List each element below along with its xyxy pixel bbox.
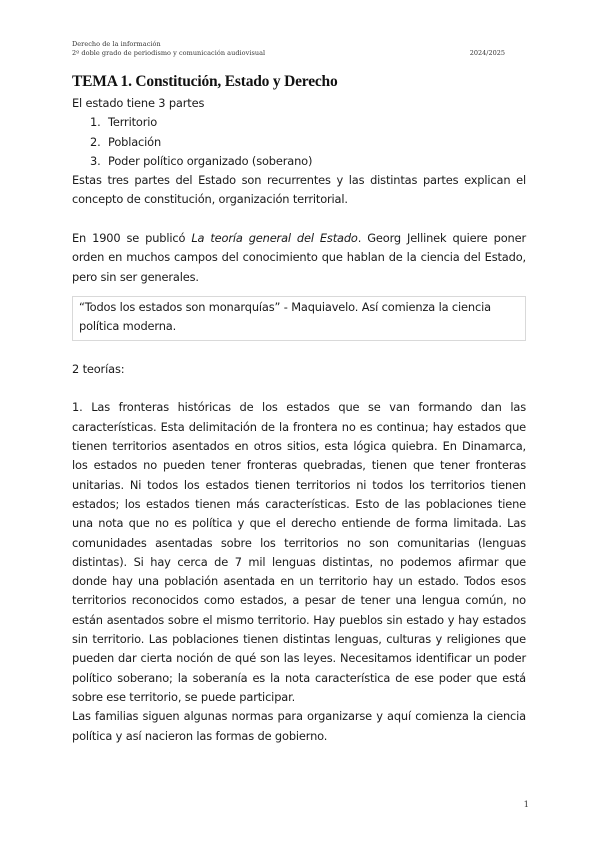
spacer <box>72 379 526 398</box>
intro-paragraph: El estado tiene 3 partes <box>72 96 205 110</box>
header-program: 2º doble grado de periodismo y comunicación audiovisual <box>72 49 266 57</box>
list-item-label: Poder político organizado (soberano) <box>108 153 313 168</box>
document-body <box>72 73 526 746</box>
book-title: La teoría general del Estado <box>191 231 358 246</box>
parts-paragraph: Estas tres partes del Estado son recurrentes y las distintas partes explican el concepto de constitución, organización territorial. <box>72 173 526 207</box>
spacer <box>72 210 526 229</box>
list-item <box>90 113 526 132</box>
quote-box <box>72 296 526 341</box>
header-course: Derecho de la información <box>72 40 161 48</box>
list-number: 3. <box>90 153 101 168</box>
jellinek-paragraph <box>72 229 526 287</box>
page-title: TEMA 1. Constitución, Estado y Derecho <box>72 73 338 90</box>
list-item <box>90 152 526 171</box>
header-year: 2024/2025 <box>469 49 505 57</box>
spacer <box>72 341 526 360</box>
jellinek-text-before: En 1900 se publicó <box>72 231 192 246</box>
list-item-label: Población <box>108 134 162 149</box>
page-number: 1 <box>523 800 529 810</box>
jellinek-text-after: . Georg Jellinek quiere poner orden en muchos campos del conocimiento que hablan de la ciencia del Estado, pero sin ser generales. <box>72 231 526 284</box>
list-number: 1. <box>90 115 101 130</box>
list-number: 2. <box>90 134 101 149</box>
state-parts-list <box>72 113 526 171</box>
list-item-label: Territorio <box>108 115 158 130</box>
list-item <box>90 133 526 152</box>
families-paragraph: Las familias siguen algunas normas para organizarse y aquí comienza la ciencia política y así nacieron las formas de gobierno. <box>72 709 526 743</box>
quote-text: “Todos los estados son monarquías” - Maquiavelo. Así comienza la ciencia política moderna. <box>79 299 491 334</box>
theory-one-paragraph: 1. Las fronteras históricas de los estados que se van formando dan las características. Esta delimitación de la frontera no es continua; hay estados que tienen territorios asentados en otros sitios, esta lógica quiebra. En Dinamarca, los estados no pueden tener fronteras quebradas, tienen que tener fronteras unitarias. Ni todos los estados tienen territorios ni todos los territorios tienen estados; los estados tienen más características. Esto de las poblaciones tiene una nota que no es política y que el derecho entiende de forma limitada. Las comunidades asentadas sobre los territorios no son comunitarias (lenguas distintas). Si hay cerca de 7 mil lenguas distintas, no podemos afirmar que donde hay una población asentada en un territorio hay un estado. Todos esos territorios reconocidos como estados, a pesar de tener una lengua común, no están asentados sobre el mismo territorio. Hay pueblos sin estado y hay estados sin territorio. Las poblaciones tienen distintas lenguas, culturas y religiones que pueden dar cierta noción de qué son las leyes. Necesitamos identificar un poder político soberano; la soberanía es la nota característica de ese poder que está sobre ese territorio, se puede participar. <box>72 400 526 704</box>
theories-label: 2 teorías: <box>72 361 125 376</box>
